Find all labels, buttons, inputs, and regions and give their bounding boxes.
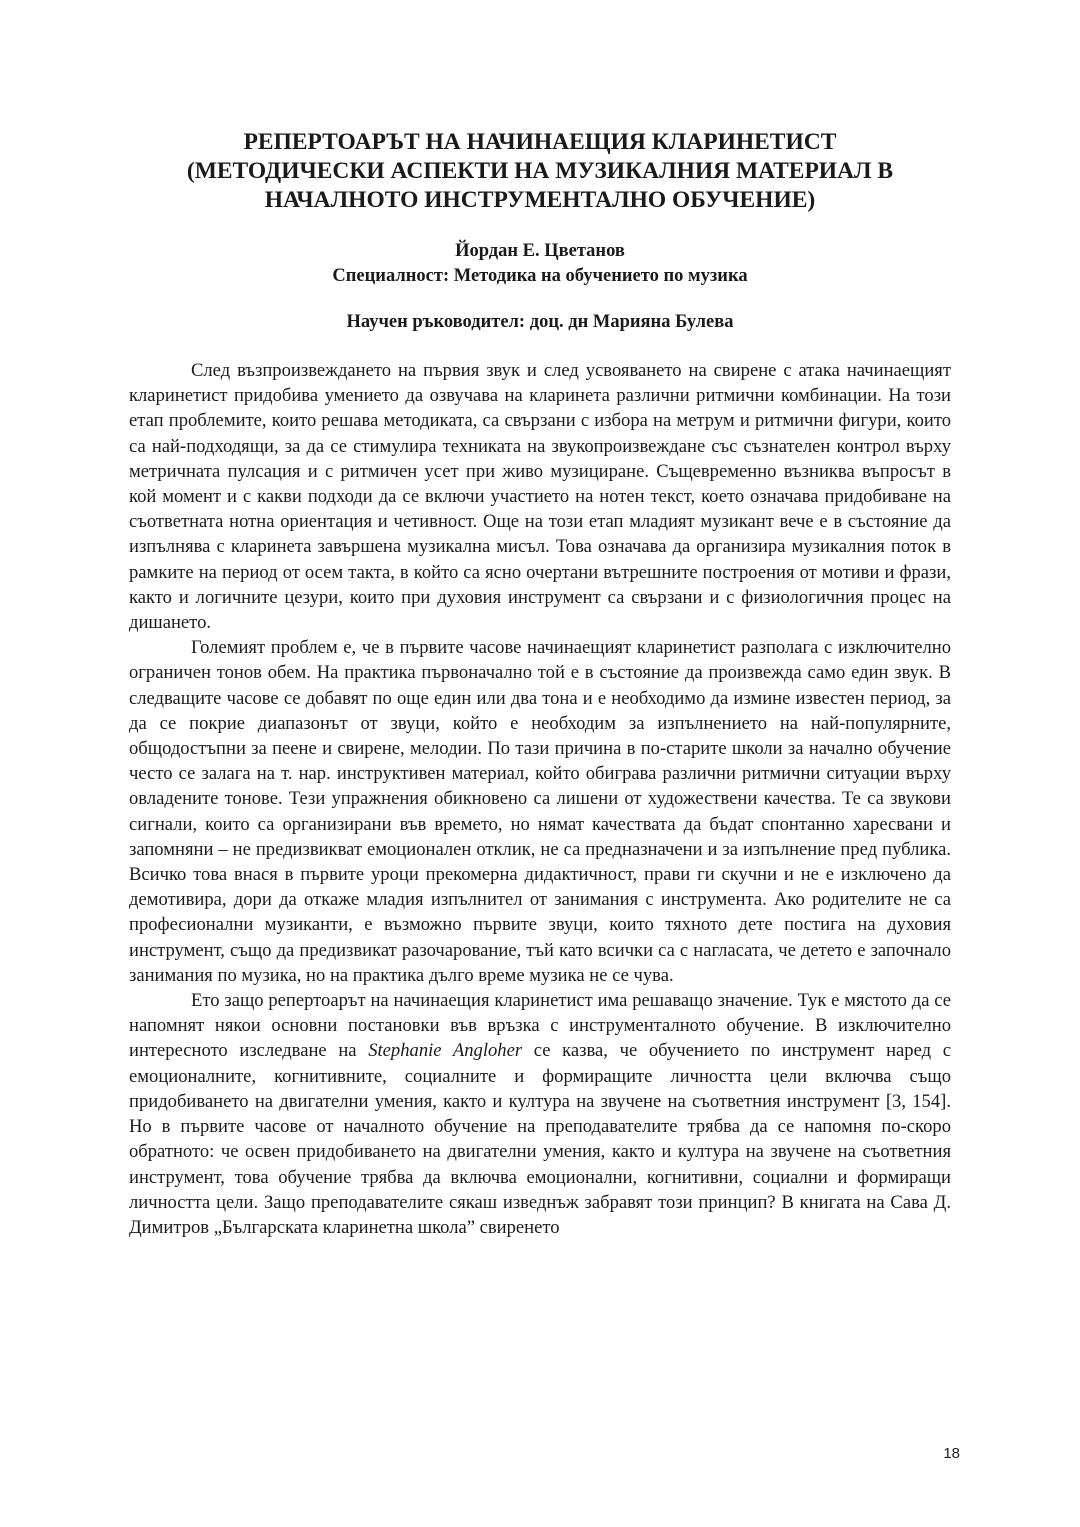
body-paragraph: Големият проблем е, че в първите часове начинаещият кларинетист разполага с изключително ограничен тонов обем. На практика първоначално той е в състояние да произвежда само един звук. В следващите часове се добавят по още един или два тона и е необходимо да изминe известен период, за да се покрие диапазонът от звуци, който е необходим за изпълнението на най-популярните, общодостъпни за пеене и свирене, мелодии. По тази причина в по-старите школи за начално обучение често се залага на т. нар. инструктивен материал, който обиграва различни ритмични ситуации върху овладените тонове. Тези упражнения обикновено са лишени от художествени качества. Те са звукови сигнали, които са организирани във времето, но нямат качествата да бъдат спонтанно харесвани и запомняни – не предизвикват емоционален отклик, не са предназначени и за изпълнение пред публика. Всичко това внася в първите уроци прекомерна дидактичност, прави ги скучни и не е изключено да демотивира, дори да откаже младия изпълнител от занимания с инструмента. Ако родителите не са професионални музиканти, е възможно първите звуци, които тяхното дете постига на духовия инструмент, също да предизвикат разочарование, тъй като всички са с нагласата, че детето е започнало занимания по музика, но на практика дълго време музика не се чува. <box>129 637 951 986</box>
page-number: 18 <box>943 1445 960 1462</box>
page-content <box>129 128 951 1240</box>
scientific-advisor: Научен ръководител: доц. дн Марияна Булева <box>346 312 734 332</box>
title-line: РЕПЕРТОАРЪТ НА НАЧИНАЕЩИЯ КЛАРИНЕТИСТ <box>243 129 837 155</box>
title-line: (МЕТОДИЧЕСКИ АСПЕКТИ НА МУЗИКАЛНИЯ МАТЕРИАЛ В <box>186 158 894 184</box>
body-paragraph: След възпроизвеждането на първия звук и след усвояването на свирене с атака начинаещият кларинетист придобива умението да озвучава на кларинета различни ритмични комбинации. На този етап проблемите, които решава методиката, са свързани с избора на метрум и ритмични фигури, които са най-подходящи, за да се стимулира техниката на звукопроизвеждане със съзнателен контрол върху метричната пулсация и с ритмичен усет при живо музициране. Същевременно възниква въпросът в кой момент и с какви подходи да се включи участието на нотен текст, което означава придобиване на съответната нотна ориентация и четивност. Още на този етап младият музикант вече е в състояние да изпълнява с кларинета завършена музикална мисъл. Това означава да организира музикалния поток в рамките на период от осем такта, в който са ясно очертани вътрешните построения от мотиви и фрази, както и логичните цезури, които при духовия инструмент са свързани и с физиологичния процес на дишането. <box>129 360 951 634</box>
author-block <box>129 239 951 289</box>
paragraph-text: Ето защо репертоарът на начинаещия кларинетист има решаващо значение. Тук е мястото да се напомнят някои основни постановки във връзка с инструменталното обучение. В изключително интересното изследване на <box>129 990 951 1062</box>
title-line: НАЧАЛНОТО ИНСТРУМЕНТАЛНО ОБУЧЕНИЕ) <box>264 187 816 213</box>
body-paragraph <box>129 988 951 1240</box>
author-specialty: Специалност: Методика на обучението по музика <box>332 266 748 286</box>
paragraph-text: се казва, че обучението по инструмент наред с емоционалните, когнитивните, социалните и формиращите личността цели включва също придобиването на двигателни умения, както и култура на звучене на съответния инструмент [3, 154]. Но в първите часове от началното обучение на преподавателите трябва да се напомня по-скоро обратното: че освен придобиването на двигателни умения, както и култура на звучене на съответния инструмент, това обучение трябва да включва емоционални, когнитивни, социални и формиращи личността цели. Защо преподавателите сякаш изведнъж забравят този принцип? В книгата на Сава Д. Димитров „Българската кларинетна школа” свиренето <box>129 1040 951 1238</box>
article-body <box>129 358 951 1240</box>
page-title <box>129 128 951 215</box>
cited-author-name: Stephanie Angloher <box>368 1040 523 1062</box>
author-name: Йордан Е. Цветанов <box>455 241 625 261</box>
